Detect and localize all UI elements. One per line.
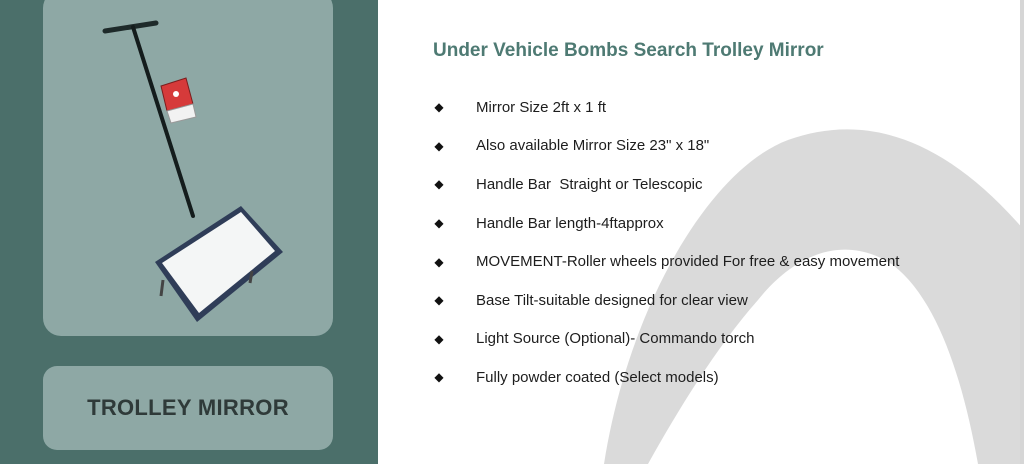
wheel-left — [161, 280, 163, 296]
feature-text: Also available Mirror Size 23" x 18" — [476, 137, 710, 155]
trolley-mirror-illustration — [43, 0, 333, 336]
bullet-diamond-icon: ◆ — [434, 100, 444, 115]
list-item — [432, 358, 899, 397]
feature-text: Mirror Size 2ft x 1 ft — [476, 98, 607, 116]
bullet-diamond-icon: ◆ — [434, 331, 444, 346]
list-item — [432, 281, 899, 320]
product-caption: TROLLEY MIRROR — [87, 395, 289, 420]
feature-text: Fully powder coated (Select models) — [476, 368, 719, 386]
list-item — [432, 165, 899, 204]
page-title: Under Vehicle Bombs Search Trolley Mirror — [433, 40, 824, 61]
bullet-diamond-icon: ◆ — [434, 293, 444, 308]
bullet-diamond-icon: ◆ — [434, 254, 444, 269]
right-panel — [378, 0, 1024, 464]
handle-pole — [133, 27, 193, 216]
bullet-diamond-icon: ◆ — [434, 370, 444, 385]
list-item — [432, 127, 899, 166]
torch-box — [161, 78, 196, 123]
feature-text: Handle Bar length-4ftapprox — [476, 214, 664, 232]
feature-text: MOVEMENT-Roller wheels provided For free & easy movement — [476, 253, 900, 271]
left-panel — [0, 0, 378, 464]
mirror-panel — [155, 206, 283, 322]
wheel-right — [250, 271, 252, 283]
page-edge — [1020, 0, 1024, 464]
list-item — [432, 242, 899, 281]
list-item — [432, 320, 899, 359]
feature-list — [432, 88, 899, 397]
feature-text: Handle Bar Straight or Telescopic — [476, 175, 703, 193]
feature-text: Base Tilt-suitable designed for clear view — [476, 291, 748, 309]
feature-text: Light Source (Optional)- Commando torch — [476, 330, 755, 348]
list-item — [432, 204, 899, 243]
bullet-diamond-icon: ◆ — [434, 138, 444, 153]
bullet-diamond-icon: ◆ — [434, 216, 444, 231]
bullet-diamond-icon: ◆ — [434, 177, 444, 192]
handle-grip — [105, 23, 156, 31]
caption-card — [43, 366, 333, 450]
product-image-card — [43, 0, 333, 336]
list-item — [432, 88, 899, 127]
